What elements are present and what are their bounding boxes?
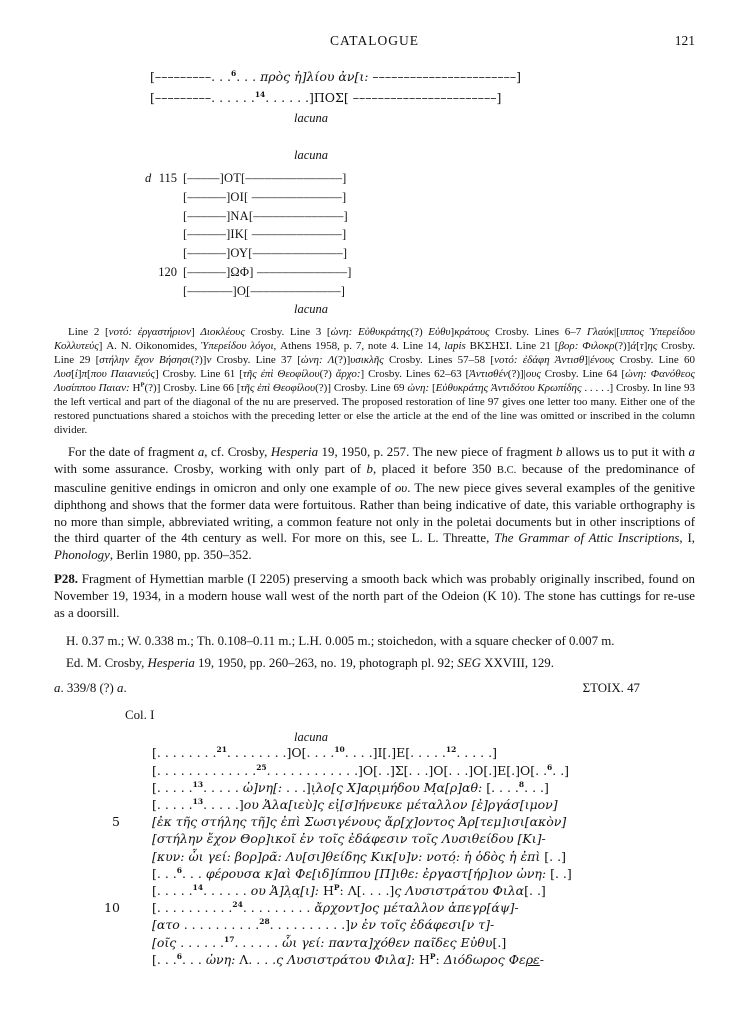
- inscription-line: [54, 207, 695, 226]
- inscription-line: [54, 830, 695, 847]
- inscription-line: [54, 225, 695, 244]
- line-text: [––––––]ΟΙ[ ––––––––––––––]: [183, 189, 347, 204]
- page-header: [54, 33, 695, 49]
- inscription-line: [54, 188, 695, 207]
- line-text: [. . . . . . . . . . . . .$^{25}$. . . . . . . . . . . .]Ο[. .]Σ[. . .]Ο[. . .]Ο[.]Ε[.]Ο[. .$^6$. .]: [152, 762, 570, 778]
- fragment-d-lines: [54, 169, 695, 301]
- line-text: [. . .$^6$. . . ὠνη: Λ. . . .ς Λυσιστράτου Φιλα]: $H^P$: Διόδωρος Φερε-: [152, 951, 544, 967]
- entry-p28-intro: P28. Fragment of Hymettian marble (I 2205) preserving a smooth back which was probably originally inscribed, found on November 19, 1934, in a modern house wall west of the north part of the Odeion (K 10). The stone has cuttings for re-use as a doorsill.: [54, 571, 695, 620]
- entry-date: a. 339/8 (?) a.: [54, 681, 127, 696]
- inscription-line: [–––––––––. . . . . .$^{14}$. . . . . .]ΠΟΣ[ –––––––––––––––––––––––]: [150, 89, 502, 105]
- inscription-line: [54, 263, 695, 282]
- fragment-bc-text: [150, 67, 695, 108]
- fragment-d-text: [54, 169, 695, 316]
- line-text: [οῖς . . . . . .$^{17}$. . . . . . ὧι γεί: παντα]χόθεν παῖδες Εὐθυ[.]: [152, 934, 507, 950]
- line-text: [. . . . .$^{13}$. . . . .]ου Ἁλα[ιεὺ]ς εἰ̣[σ]ήνευκε μέταλλον [ἐ]ργάσ[ιμον]: [152, 796, 558, 812]
- lacuna-label: lacuna: [294, 148, 329, 162]
- inscription-line: [–––––––––. . .$^6$. . . πρὸς ἡ]λίου ἀν[ι: –––––––––––––––––––––––]: [150, 68, 522, 84]
- column-heading: Col. I: [125, 708, 155, 723]
- fragment-d-label: d: [145, 171, 152, 185]
- entry-dimensions: H. 0.37 m.; W. 0.338 m.; Th. 0.108–0.11 m.; L.H. 0.005 m.; stoichedon, with a square checker of 0.007 m.: [66, 634, 615, 649]
- inscription-line: [54, 282, 695, 301]
- line-text: [. . . . . . . .$^{21}$. . . . . . . .]Ο[. . . .$^{10}$. . . .]Ι[.]Ε[. . . . .$^{12}$. . . . .]: [152, 745, 497, 761]
- inscription-line: [54, 762, 695, 779]
- line-text: [ατο . . . . . . . . . .$^{28}$. . . . . . . . . .]ν ἐν τοῖς ἐδάφεσι[ν τ]-: [152, 917, 495, 933]
- inscription-line: [54, 244, 695, 263]
- inscription-line: [54, 882, 695, 899]
- line-text: [––––––]ΙΚ[ ––––––––––––––]: [183, 227, 347, 242]
- line-text: [––––––]ΟΥ[––––––––––––––]: [183, 246, 348, 261]
- line-text: [. . . . .$^{14}$. . . . . . ου Ἁ]λ̣α̣[ι]: $H^P$: Λ[. . . .]ς Λυσιστράτου Φιλα[. .]: [152, 882, 546, 898]
- stoichedon-note: ΣΤΟΙΧ. 47: [582, 681, 640, 696]
- entry-edition: Ed. M. Crosby, Hesperia 19, 1950, pp. 260–263, no. 19, photograph pl. 92; SEG XXVIII, 129.: [66, 656, 554, 671]
- line-number: 10: [104, 900, 120, 916]
- inscription-line: [54, 916, 695, 933]
- line-text: [. . .$^6$. . . φέρουσα κ]αὶ Φε[ιδ]ίππου [Π]ιθε: ἐργαστ[ήρ]ιον ὠνη: [. .]: [152, 865, 572, 881]
- line-text: [––––––]ΝΑ[––––––––––––––]: [183, 208, 348, 223]
- page-number: 121: [674, 33, 695, 48]
- inscription-line: [54, 848, 695, 865]
- line-number: 120: [158, 264, 177, 279]
- line-number: 115: [158, 171, 177, 185]
- inscription-line: [54, 779, 695, 796]
- inscription-line: [54, 934, 695, 951]
- entry-date-row: [54, 681, 695, 696]
- inscription-line: [54, 865, 695, 882]
- inscription-line: [54, 813, 695, 830]
- lacuna-label: lacuna: [294, 301, 329, 316]
- line-text: [–––––––]Ο̣[––––––––––––––]: [183, 283, 346, 298]
- line-text: [–––––]ΟΤ[–––––––––––––––]: [183, 171, 347, 185]
- line-number: 5: [112, 814, 120, 830]
- apparatus-paragraph: Line 2 [νοτό: ἐργαστήριον] Διοκλέους Crosby. Line 3 [ὠνη: Εὐθυκράτης(?) Εὐθυ]κράτους Crosby. Lines 6–7 Γλαύκ|[ιππος Ὑπερείδου Κολλυτεύς] A. N. Oikonomides, Ὑπερείδου λόγοι, Athens 1958, p. 7, note 4. Line 14, lapis ΒΚΣΗΣΙ. Line 21 [βορ: Φιλοκρ(?)]ά[τ]ης Crosby. Line 29 [στήλην ἔχον Βήσησι(?)]ν Crosby. Line 37 [ὠνη: Λ(?)]υσικλῆς Crosby. Lines 57–58 [νοτό: ἐδάφη Ἀντισθ]|ένους Crosby. Line 60 Λυσ[ί]π[που Παιανιεύς] Crosby. Line 61 [τῆς ἐπὶ Θεοφίλου(?) ἄρχο:] Crosby. Lines 62–63 [Ἀντισθέν(?)]|ους Crosby. Line 64 [ὠνη: Φανόθεος Λυσίππου Παιαν: $H^P(?)$] Crosby. Line 66 [τῆς ἐπὶ Θεοφίλου(?)] Crosby. Line 69 ὠνη: [Εὐθυκράτης Ἀντιδότου Κρωπίδης . . . . .] Crosby. In line 93 the left vertical and part of the diagonal of the nu are preserved. The proposed restoration of line 97 gives one letter too many. Either one of the restored punctuations shared a stoichos with the preceding letter or else the article at the end of the line was omitted or inscribed in the column divider.: [54, 325, 696, 437]
- inscription-text-block: [54, 744, 695, 968]
- running-title: CATALOGUE: [330, 33, 419, 48]
- line-text: [ἐκ τῆς στήλης τῆ]ς ἐπὶ Σωσιγένους ἄρ[χ]οντος Ἀρ[τεμ]ισι[ακὸν]: [152, 814, 567, 830]
- commentary-paragraph: For the date of fragment a, cf. Crosby, Hesperia 19, 1950, p. 257. The new piece of fragment b allows us to put it with a with some assurance. Crosby, working with only part of b, placed it before 350 B.C. because of the predominance of masculine genitive endings in omicron and only one example of ου. The new piece gives several examples of the genitive diphthong and shows that the former data were fortuitous. Rather than being indicative of date, this variable orthography is no more than simple, abbreviated writing, a common feature not only in the poletai documents but in other inscriptions of the third quarter of the 4th century as well. For more on this, see L. L. Threatte, The Grammar of Attic Inscriptions, I, Phonology, Berlin 1980, pp. 350–352.: [54, 445, 695, 563]
- line-text: [. . . . . . . . . .$^{24}$. . . . . . . . . ἄρχοντ]ος μέταλλον ἀπεγρ[άψ]-: [152, 899, 519, 916]
- inscription-line: [54, 951, 695, 968]
- line-text: [κυν: ὧι γεί: βορ]ρᾶ: Λυ[σι]θείδης Κικ[υ]ν: νοτό̣: ἡ ὁδὸς ἡ ἐπὶ [. .]: [152, 848, 566, 864]
- inscription-line: [54, 744, 695, 761]
- inscription-line: [54, 899, 695, 916]
- lacuna-label: lacuna: [294, 730, 329, 745]
- line-text: [. . . . .$^{13}$. . . . . ὠ]νη[: . . .]ι̣λο[ς Χ]αρι̣μήδου Μ̣α[ρ]αθ: [. . . .$^8$. . .]: [152, 779, 549, 795]
- line-text: [στήλην ἔχον Θορ]ικοῖ ἐν τοῖς ἐδάφεσιν τοῖς Λυσιθείδου [Κι]-: [152, 831, 546, 847]
- inscription-line: [54, 796, 695, 813]
- lacuna-label: lacuna: [294, 111, 329, 125]
- line-text: [––––––]ΩΦ] ––––––––––––––]: [183, 264, 352, 279]
